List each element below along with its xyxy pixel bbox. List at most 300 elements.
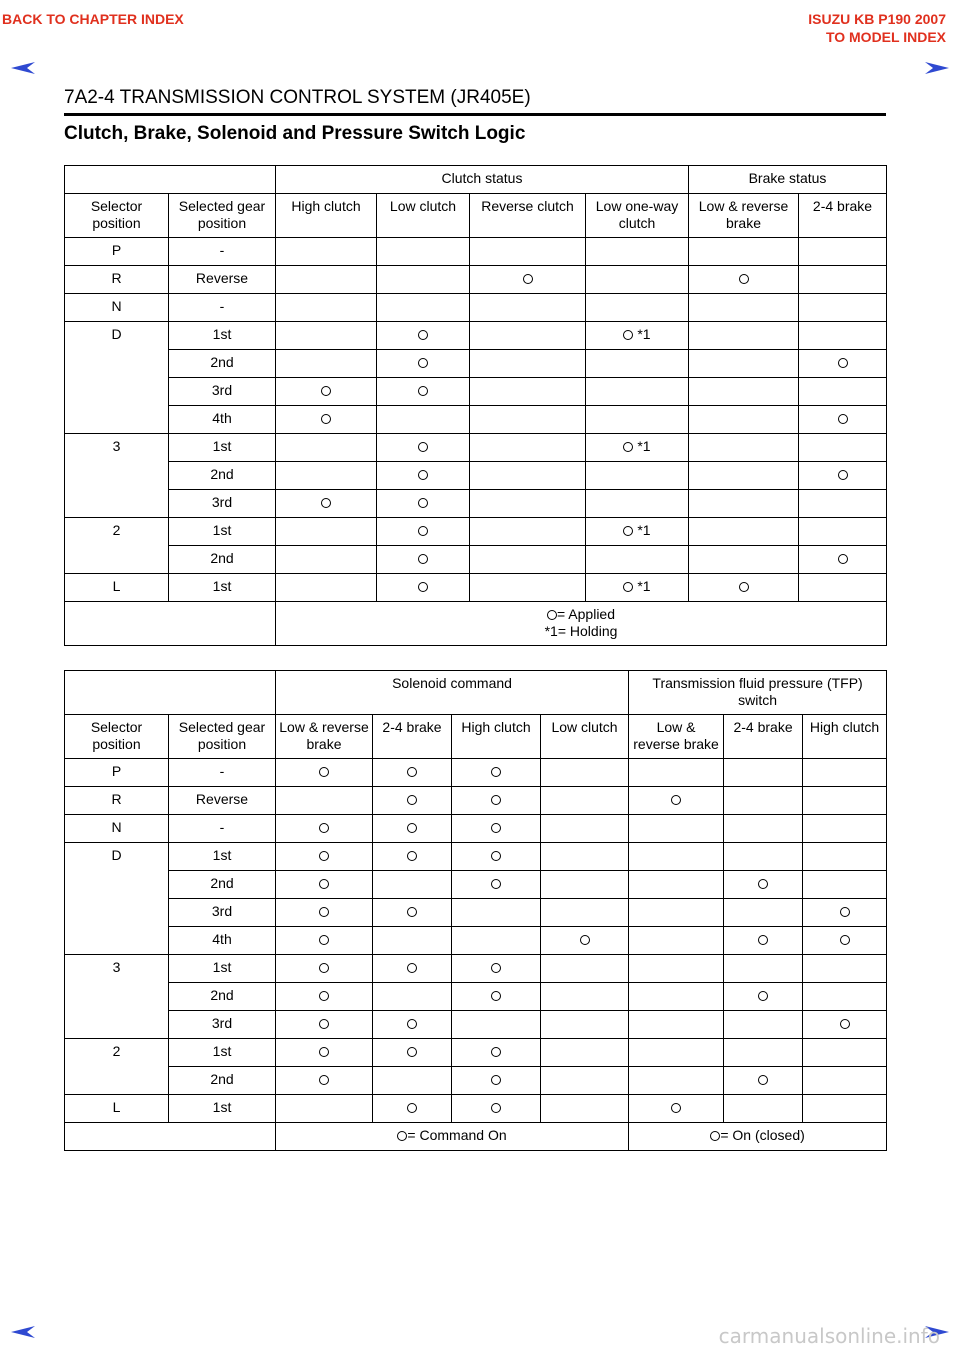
status-cell: [373, 899, 452, 927]
status-cell: [373, 955, 452, 983]
circle-icon: [397, 1131, 407, 1141]
gear-position: -: [169, 238, 276, 266]
status-cell: [470, 266, 586, 294]
status-cell: [541, 983, 629, 1011]
status-cell: [276, 955, 373, 983]
previous-page-arrow-icon-bottom[interactable]: [10, 1325, 36, 1339]
group-header: Transmission fluid pressure (TFP) switch: [629, 671, 887, 715]
status-cell: [377, 322, 470, 350]
table-row: [65, 1011, 887, 1039]
column-header: High clutch: [452, 715, 541, 759]
circle-icon: [838, 470, 848, 480]
group-header: Brake status: [689, 166, 887, 194]
status-cell: [689, 434, 799, 462]
table-row: [65, 322, 887, 350]
status-cell: [629, 843, 724, 871]
table-row: [65, 378, 887, 406]
table-row: [65, 815, 887, 843]
circle-icon: [491, 795, 501, 805]
status-cell: [724, 1011, 803, 1039]
gear-position: 1st: [169, 1039, 276, 1067]
status-cell: [276, 899, 373, 927]
status-cell: [373, 843, 452, 871]
status-cell: [629, 871, 724, 899]
status-cell: [629, 1011, 724, 1039]
gear-position: 2nd: [169, 983, 276, 1011]
status-cell: [452, 927, 541, 955]
status-cell: [629, 983, 724, 1011]
blank-legend-cell: [65, 1123, 276, 1151]
legend: [276, 602, 887, 646]
status-cell: [689, 518, 799, 546]
table-row: [65, 899, 887, 927]
table-row: [65, 871, 887, 899]
gear-position: 2nd: [169, 462, 276, 490]
table-row: [65, 843, 887, 871]
status-cell: [629, 1039, 724, 1067]
legend-row: [65, 1123, 887, 1151]
status-cell: [470, 294, 586, 322]
status-cell: [799, 294, 887, 322]
status-cell: [689, 322, 799, 350]
status-cell: [470, 322, 586, 350]
status-cell: [724, 983, 803, 1011]
table-row: [65, 955, 887, 983]
circle-icon: [758, 935, 768, 945]
circle-icon: [739, 274, 749, 284]
circle-icon: [491, 1075, 501, 1085]
status-cell: [586, 350, 689, 378]
column-header: Selected gear position: [169, 715, 276, 759]
status-cell: [586, 546, 689, 574]
status-cell: [452, 871, 541, 899]
column-header: 2-4 brake: [799, 194, 887, 238]
status-cell: [452, 759, 541, 787]
gear-position: 2nd: [169, 871, 276, 899]
circle-icon: [491, 879, 501, 889]
status-cell: [377, 490, 470, 518]
status-cell: [276, 843, 373, 871]
circle-icon: [758, 1075, 768, 1085]
circle-icon: [491, 767, 501, 777]
legend-command: [276, 1123, 629, 1151]
status-cell: [452, 899, 541, 927]
table-row: [65, 238, 887, 266]
status-cell: [586, 434, 689, 462]
next-page-arrow-icon[interactable]: [924, 61, 950, 75]
table-row: [65, 462, 887, 490]
legend-tfp: [629, 1123, 887, 1151]
column-header: Low clutch: [541, 715, 629, 759]
gear-position: 4th: [169, 406, 276, 434]
selector-position: L: [65, 1095, 169, 1123]
column-header: Selected gear position: [169, 194, 276, 238]
gear-position: 3rd: [169, 378, 276, 406]
status-cell: [541, 1011, 629, 1039]
status-cell: [276, 266, 377, 294]
selector-position: R: [65, 266, 169, 294]
status-cell: [586, 406, 689, 434]
status-cell: [799, 322, 887, 350]
status-cell: [803, 927, 887, 955]
status-cell: [629, 1067, 724, 1095]
selector-position: 2: [65, 1039, 169, 1095]
status-cell: [377, 350, 470, 378]
status-cell: [803, 1067, 887, 1095]
circle-icon: [523, 274, 533, 284]
status-cell: [541, 927, 629, 955]
circle-icon: [418, 442, 428, 452]
status-cell: [799, 434, 887, 462]
status-cell: [470, 546, 586, 574]
solenoid-pressure-switch-table: [64, 670, 887, 1151]
status-cell: [377, 518, 470, 546]
holding-mark: *1: [633, 522, 651, 538]
status-cell: [689, 574, 799, 602]
status-cell: [373, 983, 452, 1011]
circle-icon: [838, 414, 848, 424]
selector-position: L: [65, 574, 169, 602]
legend-holding: *1= Holding: [544, 623, 618, 639]
status-cell: [373, 1039, 452, 1067]
status-cell: [799, 238, 887, 266]
back-to-chapter-index-link[interactable]: BACK TO CHAPTER INDEX: [2, 11, 184, 27]
circle-icon: [319, 767, 329, 777]
status-cell: [629, 759, 724, 787]
circle-icon: [671, 1103, 681, 1113]
status-cell: [377, 378, 470, 406]
clutch-brake-status-table: [64, 165, 887, 646]
selector-position: 2: [65, 518, 169, 574]
column-header: Low & reverse brake: [276, 715, 373, 759]
status-cell: [586, 574, 689, 602]
circle-icon: [319, 851, 329, 861]
circle-icon: [758, 879, 768, 889]
status-cell: [373, 871, 452, 899]
circle-icon: [407, 823, 417, 833]
status-cell: [276, 378, 377, 406]
status-cell: [452, 1039, 541, 1067]
circle-icon: [407, 1103, 417, 1113]
circle-icon: [407, 1047, 417, 1057]
selector-position: N: [65, 815, 169, 843]
status-cell: [724, 759, 803, 787]
status-cell: [689, 462, 799, 490]
column-header: Low & reverse brake: [629, 715, 724, 759]
to-model-index-link[interactable]: TO MODEL INDEX: [825, 29, 946, 45]
status-cell: [799, 490, 887, 518]
status-cell: [799, 574, 887, 602]
status-cell: [541, 1039, 629, 1067]
status-cell: [689, 406, 799, 434]
status-cell: [276, 787, 373, 815]
status-cell: [377, 546, 470, 574]
holding-mark: *1: [633, 326, 651, 342]
status-cell: [276, 1039, 373, 1067]
circle-icon: [319, 879, 329, 889]
table-row: [65, 1067, 887, 1095]
circle-icon: [418, 498, 428, 508]
gear-position: Reverse: [169, 266, 276, 294]
status-cell: [452, 843, 541, 871]
table-row: [65, 518, 887, 546]
status-cell: [373, 759, 452, 787]
watermark: carmanualsonline.info: [718, 1324, 940, 1348]
gear-position: 1st: [169, 434, 276, 462]
column-header: Reverse clutch: [470, 194, 586, 238]
status-cell: [799, 266, 887, 294]
status-cell: [629, 787, 724, 815]
status-cell: [724, 871, 803, 899]
status-cell: [276, 434, 377, 462]
table-row: [65, 759, 887, 787]
status-cell: [541, 1095, 629, 1123]
status-cell: [724, 899, 803, 927]
status-cell: [276, 518, 377, 546]
gear-position: -: [169, 815, 276, 843]
circle-icon: [418, 386, 428, 396]
status-cell: [276, 406, 377, 434]
gear-position: 1st: [169, 574, 276, 602]
status-cell: [629, 955, 724, 983]
status-cell: [377, 462, 470, 490]
status-cell: [377, 406, 470, 434]
column-header: Low one-way clutch: [586, 194, 689, 238]
status-cell: [276, 294, 377, 322]
selector-position: D: [65, 843, 169, 955]
status-cell: [276, 1067, 373, 1095]
status-cell: [724, 815, 803, 843]
status-cell: [629, 899, 724, 927]
status-cell: [276, 350, 377, 378]
status-cell: [799, 462, 887, 490]
status-cell: [689, 266, 799, 294]
gear-position: 2nd: [169, 350, 276, 378]
status-cell: [803, 899, 887, 927]
circle-icon: [623, 330, 633, 340]
status-cell: [629, 927, 724, 955]
status-cell: [541, 843, 629, 871]
selector-position: 3: [65, 434, 169, 518]
gear-position: 3rd: [169, 899, 276, 927]
status-cell: [276, 574, 377, 602]
status-cell: [541, 899, 629, 927]
status-cell: [373, 815, 452, 843]
column-header: 2-4 brake: [373, 715, 452, 759]
legend-applied-text: = Applied: [557, 606, 615, 622]
circle-icon: [491, 1047, 501, 1057]
status-cell: [470, 378, 586, 406]
circle-icon: [321, 414, 331, 424]
status-cell: [803, 955, 887, 983]
group-header: Solenoid command: [276, 671, 629, 715]
circle-icon: [407, 795, 417, 805]
status-cell: [377, 266, 470, 294]
blank-legend-cell: [65, 602, 276, 646]
holding-mark: *1: [633, 578, 651, 594]
status-cell: [470, 518, 586, 546]
table-row: [65, 983, 887, 1011]
status-cell: [470, 406, 586, 434]
table-row: [65, 927, 887, 955]
status-cell: [470, 238, 586, 266]
status-cell: [452, 1067, 541, 1095]
gear-position: -: [169, 759, 276, 787]
circle-icon: [321, 386, 331, 396]
circle-icon: [840, 935, 850, 945]
status-cell: [689, 238, 799, 266]
gear-position: 3rd: [169, 1011, 276, 1039]
status-cell: [373, 1067, 452, 1095]
status-cell: [586, 378, 689, 406]
column-header: High clutch: [276, 194, 377, 238]
status-cell: [799, 406, 887, 434]
status-cell: [689, 294, 799, 322]
status-cell: [373, 1011, 452, 1039]
selector-position: R: [65, 787, 169, 815]
column-header: Selector position: [65, 194, 169, 238]
column-header-row: [65, 194, 887, 238]
table-row: [65, 266, 887, 294]
page-header: 7A2-4 TRANSMISSION CONTROL SYSTEM (JR405E): [64, 86, 886, 116]
status-cell: [452, 955, 541, 983]
circle-icon: [491, 963, 501, 973]
circle-icon: [407, 907, 417, 917]
status-cell: [586, 322, 689, 350]
table-row: [65, 350, 887, 378]
table-row: [65, 1095, 887, 1123]
circle-icon: [319, 1019, 329, 1029]
circle-icon: [319, 935, 329, 945]
status-cell: [452, 983, 541, 1011]
circle-icon: [840, 907, 850, 917]
status-cell: [586, 266, 689, 294]
circle-icon: [407, 1019, 417, 1029]
status-cell: [470, 574, 586, 602]
gear-position: 1st: [169, 1095, 276, 1123]
status-cell: [276, 871, 373, 899]
status-cell: [803, 1011, 887, 1039]
circle-icon: [758, 991, 768, 1001]
model-title-link[interactable]: ISUZU KB P190 2007: [808, 11, 946, 27]
status-cell: [724, 787, 803, 815]
column-header-row: [65, 715, 887, 759]
circle-icon: [623, 526, 633, 536]
previous-page-arrow-icon[interactable]: [10, 61, 36, 75]
gear-position: 1st: [169, 322, 276, 350]
status-cell: [803, 1039, 887, 1067]
status-cell: [803, 787, 887, 815]
status-cell: [689, 350, 799, 378]
status-cell: [541, 1067, 629, 1095]
legend-tfp-text: = On (closed): [720, 1127, 805, 1143]
table-row: [65, 546, 887, 574]
status-cell: [803, 759, 887, 787]
status-cell: [689, 546, 799, 574]
circle-icon: [491, 1103, 501, 1113]
status-cell: [373, 927, 452, 955]
status-cell: [586, 294, 689, 322]
column-header: Low & reverse brake: [689, 194, 799, 238]
circle-icon: [491, 851, 501, 861]
group-header: Clutch status: [276, 166, 689, 194]
status-cell: [276, 815, 373, 843]
circle-icon: [407, 851, 417, 861]
status-cell: [803, 1095, 887, 1123]
circle-icon: [838, 554, 848, 564]
status-cell: [276, 462, 377, 490]
gear-position: 2nd: [169, 1067, 276, 1095]
status-cell: [541, 815, 629, 843]
blank-header-cell: [65, 671, 276, 715]
table-row: [65, 787, 887, 815]
column-header: High clutch: [803, 715, 887, 759]
gear-position: 1st: [169, 955, 276, 983]
status-cell: [541, 955, 629, 983]
status-cell: [799, 378, 887, 406]
status-cell: [276, 546, 377, 574]
circle-icon: [319, 991, 329, 1001]
status-cell: [803, 815, 887, 843]
legend-command-text: = Command On: [407, 1127, 507, 1143]
circle-icon: [623, 582, 633, 592]
status-cell: [541, 759, 629, 787]
status-cell: [803, 983, 887, 1011]
circle-icon: [418, 470, 428, 480]
table-row: [65, 434, 887, 462]
circle-icon: [547, 610, 557, 620]
section-title: Clutch, Brake, Solenoid and Pressure Switch Logic: [64, 123, 526, 144]
circle-icon: [321, 498, 331, 508]
circle-icon: [418, 526, 428, 536]
status-cell: [276, 983, 373, 1011]
status-cell: [452, 815, 541, 843]
circle-icon: [491, 991, 501, 1001]
selector-position: N: [65, 294, 169, 322]
status-cell: [689, 378, 799, 406]
status-cell: [586, 462, 689, 490]
status-cell: [276, 1011, 373, 1039]
legend-applied: [279, 606, 883, 623]
status-cell: [470, 350, 586, 378]
status-cell: [541, 787, 629, 815]
status-cell: [799, 546, 887, 574]
selector-position: 3: [65, 955, 169, 1039]
circle-icon: [418, 582, 428, 592]
circle-icon: [407, 963, 417, 973]
circle-icon: [319, 823, 329, 833]
status-cell: [724, 1039, 803, 1067]
circle-icon: [580, 935, 590, 945]
status-cell: [377, 574, 470, 602]
status-cell: [377, 238, 470, 266]
status-cell: [586, 490, 689, 518]
status-cell: [586, 238, 689, 266]
status-cell: [452, 1095, 541, 1123]
circle-icon: [710, 1131, 720, 1141]
status-cell: [276, 759, 373, 787]
status-cell: [724, 955, 803, 983]
status-cell: [724, 1095, 803, 1123]
status-cell: [373, 1095, 452, 1123]
status-cell: [452, 1011, 541, 1039]
legend-row: [65, 602, 887, 646]
table-row: [65, 294, 887, 322]
status-cell: [276, 238, 377, 266]
table-row: [65, 490, 887, 518]
circle-icon: [418, 554, 428, 564]
circle-icon: [491, 823, 501, 833]
